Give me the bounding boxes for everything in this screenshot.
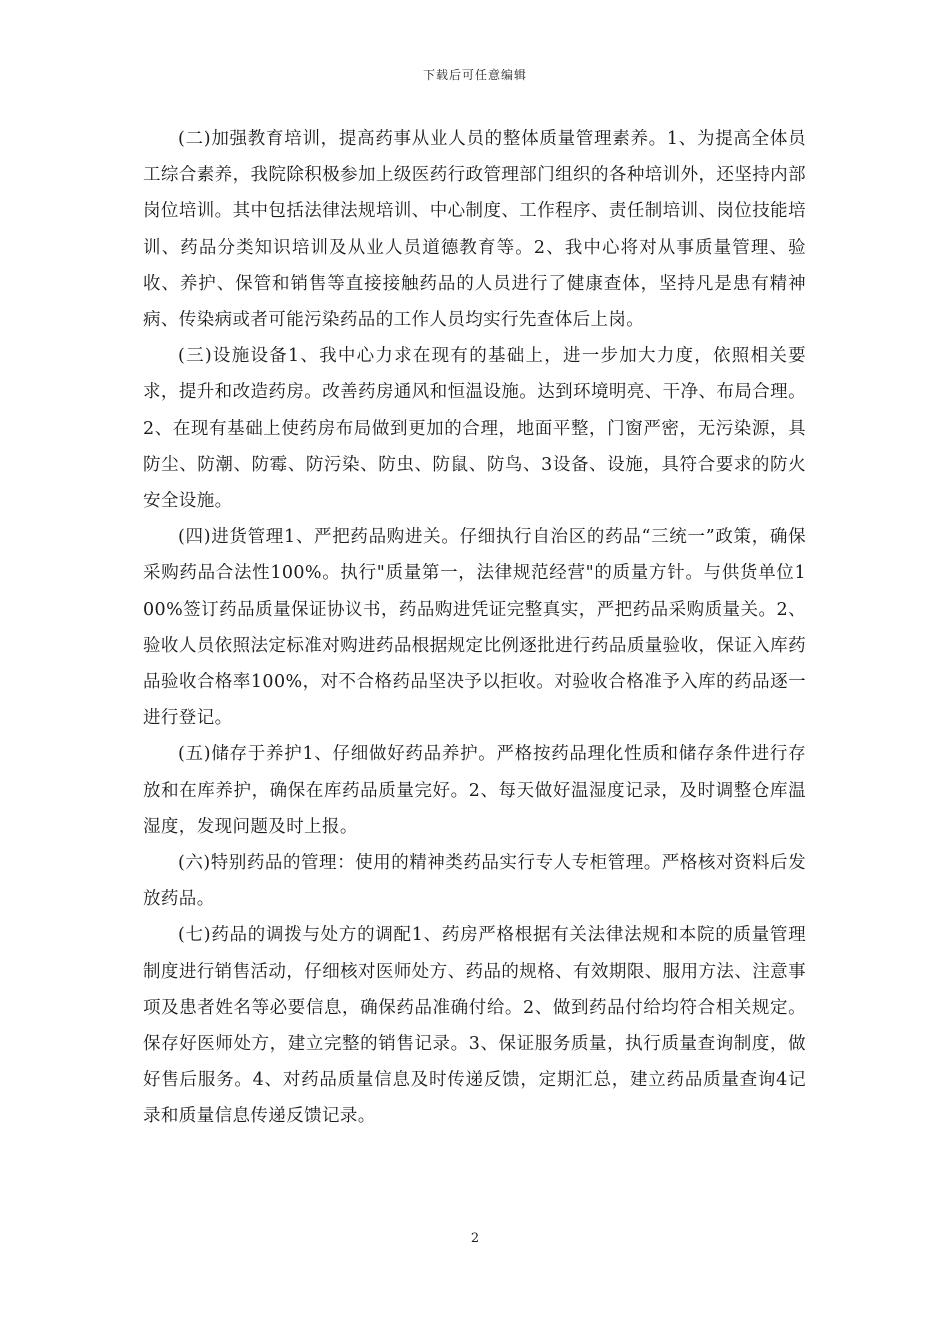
paragraph-purchasing: (四)进货管理1、严把药品购进关。仔细执行自治区的药品“三统一”政策，确保采购药品合法性100%。执行"质量第一，法律规范经营"的质量方针。与供货单位100%签订药品质量保证协议书，药品购进凭证完整真实，严把药品采购质量关。2、验收人员依照法定标准对购进药品根据规定比例逐批进行药品质量验收，保证入库药品验收合格率100%，对不合格药品坚决予以拒收。对验收合格准予入库的药品逐一进行登记。 <box>143 527 806 729</box>
paragraph-facilities: (三)设施设备1、我中心力求在现有的基础上，进一步加大力度，依照相关要求，提升和改造药房。改善药房通风和恒温设施。达到环境明亮、干净、布局合理。2、在现有基础上使药房布局做到更加的合理，地面平整，门窗严密，无污染源，具防尘、防潮、防霉、防污染、防虫、防鼠、防鸟、3设备、设施，具符合要求的防火安全设施。 <box>143 346 806 512</box>
paragraph-storage: (五)储存于养护1、仔细做好药品养护。严格按药品理化性质和储存条件进行存放和在库养护，确保在库药品质量完好。2、每天做好温湿度记录，及时调整仓库温湿度，发现问题及时上报。 <box>143 744 806 837</box>
page-number: 2 <box>470 1231 480 1246</box>
paragraph-education-training: (二)加强教育培训，提高药事从业人员的整体质量管理素养。1、为提高全体员工综合素养，我院除积极参加上级医药行政管理部门组织的各种培训外，还坚持内部岗位培训。其中包括法律法规培训、中心制度、工作程序、责任制培训、岗位技能培训、药品分类知识培训及从业人员道德教育等。2、我中心将对从事质量管理、验收、养护、保管和销售等直接接触药品的人员进行了健康查体，坚持凡是患有精神病、传染病或者可能污染药品的工作人员均实行先查体后上岗。 <box>143 129 806 331</box>
page-header: 下载后可任意编辑 <box>422 68 527 82</box>
document-body <box>143 121 806 1135</box>
paragraph-special-drugs: (六)特别药品的管理：使用的精神类药品实行专人专柜管理。严格核对资料后发放药品。 <box>143 853 806 910</box>
paragraph-dispensing: (七)药品的调拨与处方的调配1、药房严格根据有关法律法规和本院的质量管理制度进行销售活动，仔细核对医师处方、药品的规格、有效期限、服用方法、注意事项及患者姓名等必要信息，确保药品准确付给。2、做到药品付给均符合相关规定。保存好医师处方，建立完整的销售记录。3、保证服务质量，执行质量查询制度，做好售后服务。4、对药品质量信息及时传递反馈，定期汇总，建立药品质量查询4记录和质量信息传递反馈记录。 <box>143 925 806 1127</box>
